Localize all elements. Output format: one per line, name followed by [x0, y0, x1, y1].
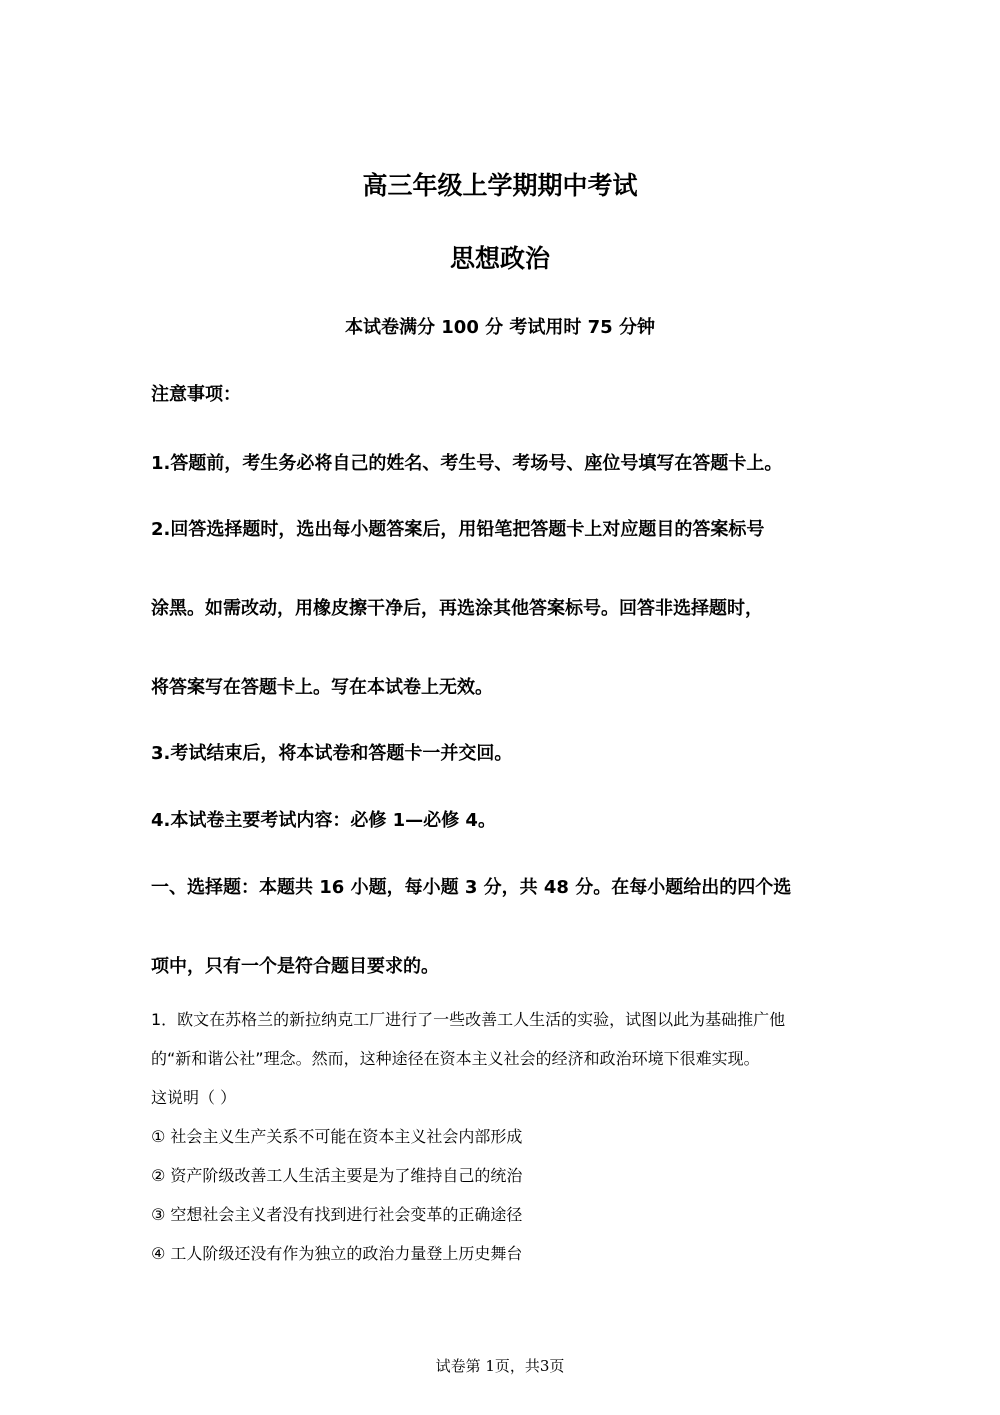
- exam-info: 本试卷满分 100 分 考试用时 75 分钟: [345, 317, 655, 338]
- notice-line: 将答案写在答题卡上。写在本试卷上无效。: [151, 677, 493, 698]
- subject-title: 思想政治: [449, 244, 550, 273]
- question-stem-line: 1．欧文在苏格兰的新拉纳克工厂进行了一些改善工人生活的实验，试图以此为基础推广他: [151, 1010, 786, 1029]
- notice-line: 2.回答选择题时，选出每小题答案后，用铅笔把答题卡上对应题目的答案标号: [151, 519, 765, 540]
- notice-line: 涂黑。如需改动，用橡皮擦干净后，再选涂其他答案标号。回答非选择题时，: [151, 598, 763, 619]
- section-heading-line: 一、选择题：本题共 16 小题，每小题 3 分，共 48 分。在每小题给出的四个选: [151, 877, 792, 898]
- question-option: ③ 空想社会主义者没有找到进行社会变革的正确途径: [151, 1205, 523, 1224]
- page-footer: 试卷第 1页，共3页: [435, 1357, 565, 1375]
- exam-title: 高三年级上学期期中考试: [362, 171, 638, 200]
- question-option: ④ 工人阶级还没有作为独立的政治力量登上历史舞台: [151, 1244, 523, 1263]
- question-stem-line: 的“新和谐公社”理念。然而，这种途径在资本主义社会的经济和政治环境下很难实现。: [151, 1049, 760, 1068]
- section-heading-line: 项中，只有一个是符合题目要求的。: [151, 956, 439, 977]
- notice-line: 1.答题前，考生务必将自己的姓名、考生号、考场号、座位号填写在答题卡上。: [151, 453, 783, 474]
- notice-line: 4.本试卷主要考试内容：必修 1—必修 4。: [151, 810, 496, 831]
- notice-heading: 注意事项：: [151, 384, 241, 405]
- notice-line: 3.考试结束后，将本试卷和答题卡一并交回。: [151, 743, 513, 764]
- question-stem-line: 这说明（ ）: [151, 1088, 237, 1107]
- question-option: ① 社会主义生产关系不可能在资本主义社会内部形成: [151, 1127, 523, 1146]
- question-option: ② 资产阶级改善工人生活主要是为了维持自己的统治: [151, 1166, 523, 1185]
